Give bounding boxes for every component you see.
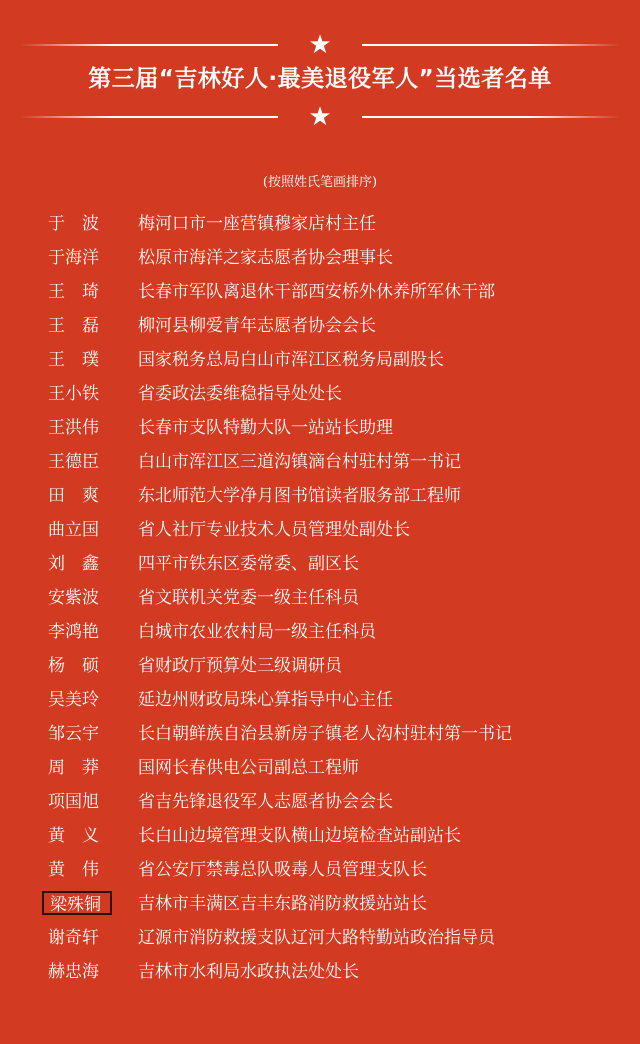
honoree-name: 王 璞 xyxy=(48,350,99,370)
list-item xyxy=(0,513,640,547)
honoree-name: 于 波 xyxy=(48,214,99,234)
list-item xyxy=(0,547,640,581)
list-item xyxy=(0,445,640,479)
honoree-name: 王小铁 xyxy=(48,384,99,404)
honoree-title: 辽源市消防救援支队辽河大路特勤站政治指导员 xyxy=(138,928,495,948)
honoree-title: 长白朝鲜族自治县新房子镇老人沟村驻村第一书记 xyxy=(138,724,512,744)
list-item xyxy=(0,581,640,615)
honoree-title: 国家税务总局白山市浑江区税务局副股长 xyxy=(138,350,444,370)
honoree-list xyxy=(0,207,640,989)
list-item xyxy=(0,751,640,785)
list-item xyxy=(0,785,640,819)
honoree-name: 曲立国 xyxy=(48,520,99,540)
honoree-name: 于海洋 xyxy=(48,248,99,268)
honoree-name: 王 琦 xyxy=(48,282,99,302)
list-item xyxy=(0,241,640,275)
honoree-name: 黄 伟 xyxy=(48,860,99,880)
decorative-rule xyxy=(20,44,278,46)
list-item xyxy=(0,377,640,411)
honoree-name: 王德臣 xyxy=(48,452,99,472)
honoree-title: 省委政法委维稳指导处处长 xyxy=(138,384,342,404)
honoree-name: 田 爽 xyxy=(48,486,99,506)
honoree-title: 省财政厅预算处三级调研员 xyxy=(138,656,342,676)
honoree-title: 吉林市丰满区吉丰东路消防救援站站长 xyxy=(138,894,427,914)
list-item xyxy=(0,479,640,513)
decorative-rule xyxy=(362,44,620,46)
list-item xyxy=(0,207,640,241)
list-item xyxy=(0,717,640,751)
list-item xyxy=(0,275,640,309)
honoree-name: 谢奇轩 xyxy=(48,928,99,948)
honoree-title: 省人社厅专业技术人员管理处副处长 xyxy=(138,520,410,540)
sort-note: (按照姓氏笔画排序) xyxy=(262,175,378,190)
list-item xyxy=(0,955,640,989)
list-item xyxy=(0,819,640,853)
honoree-title: 白山市浑江区三道沟镇滴台村驻村第一书记 xyxy=(138,452,461,472)
honoree-title: 省公安厅禁毒总队吸毒人员管理支队长 xyxy=(138,860,427,880)
page-title: 第三届“吉林好人·最美退役军人”当选者名单 xyxy=(88,66,552,92)
honoree-name: 王 磊 xyxy=(48,316,99,336)
honoree-name: 王洪伟 xyxy=(48,418,99,438)
star-icon: ★ xyxy=(308,30,332,60)
honoree-title: 东北师范大学净月图书馆读者服务部工程师 xyxy=(138,486,461,506)
list-item xyxy=(0,343,640,377)
list-item xyxy=(0,649,640,683)
honoree-title: 柳河县柳爱青年志愿者协会会长 xyxy=(138,316,376,336)
star-icon: ★ xyxy=(308,102,332,132)
honoree-name: 杨 硕 xyxy=(48,656,99,676)
list-item xyxy=(0,921,640,955)
list-item xyxy=(0,683,640,717)
list-item xyxy=(0,309,640,343)
honoree-name: 李鸿艳 xyxy=(48,622,99,642)
honoree-name: 黄 义 xyxy=(48,826,99,846)
honoree-title: 国网长春供电公司副总工程师 xyxy=(138,758,359,778)
honoree-title: 松原市海洋之家志愿者协会理事长 xyxy=(138,248,393,268)
header xyxy=(0,0,640,140)
honoree-name: 周 莽 xyxy=(48,758,99,778)
honoree-title: 梅河口市一座营镇穆家店村主任 xyxy=(138,214,376,234)
list-item xyxy=(0,887,640,921)
honoree-title: 白城市农业农村局一级主任科员 xyxy=(138,622,376,642)
honoree-name: 刘 鑫 xyxy=(48,554,99,574)
honoree-title: 省文联机关党委一级主任科员 xyxy=(138,588,359,608)
honoree-title: 省吉先锋退役军人志愿者协会会长 xyxy=(138,792,393,812)
honoree-title: 吉林市水利局水政执法处处长 xyxy=(138,962,359,982)
honoree-title: 延边州财政局珠心算指导中心主任 xyxy=(138,690,393,710)
honoree-name: 邹云宇 xyxy=(48,724,99,744)
honoree-name: 赫忠海 xyxy=(48,962,99,982)
list-item xyxy=(0,853,640,887)
decorative-rule xyxy=(362,116,620,118)
honoree-title: 四平市铁东区委常委、副区长 xyxy=(138,554,359,574)
decorative-rule xyxy=(20,116,278,118)
honoree-name: 项国旭 xyxy=(48,792,99,812)
honoree-name: 安紫波 xyxy=(48,588,99,608)
honoree-name: 吴美玲 xyxy=(48,690,99,710)
honoree-name-highlighted: 梁殊铜 xyxy=(42,891,112,915)
honoree-title: 长春市支队特勤大队一站站长助理 xyxy=(138,418,393,438)
honoree-title: 长春市军队离退休干部西安桥外休养所军休干部 xyxy=(138,282,495,302)
list-item xyxy=(0,615,640,649)
list-item xyxy=(0,411,640,445)
honoree-title: 长白山边境管理支队横山边境检查站副站长 xyxy=(138,826,461,846)
